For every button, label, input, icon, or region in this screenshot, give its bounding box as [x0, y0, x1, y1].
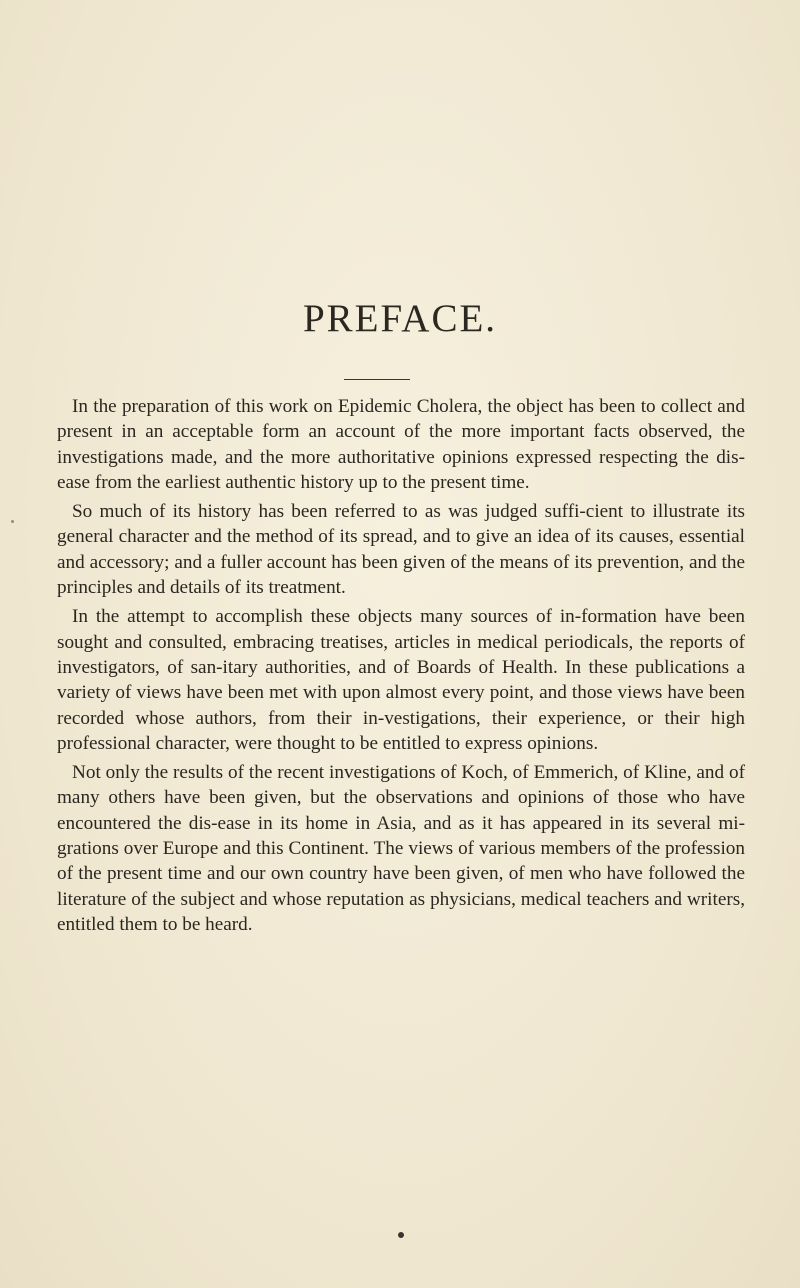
preface-body — [57, 394, 745, 941]
paragraph-3: In the attempt to accomplish these objects many sources of in-formation have been sought and consulted, embracing treatises, articles in medical periodicals, the reports of investigators, of san-itary authorities, and of Boards of Health. In these publications a variety of views have been met with upon almost every point, and those views have been recorded whose authors, from their in-vestigations, their experience, or their high professional character, were thought to be entitled to express opinions. — [57, 606, 745, 754]
paragraph-4: Not only the results of the recent investigations of Koch, of Emmerich, of Kline, and of many others have been given, but the observations and opinions of those who have encountered the dis-ease in its home in Asia, and as it has appeared in its several mi-grations over Europe and this Continent. The views of various members of the profession of the present time and our own country have been given, of men who have followed the literature of the subject and whose reputation as physicians, medical teachers and writers, entitled them to be heard. — [57, 762, 745, 935]
page-title: PREFACE. — [302, 297, 498, 340]
ink-speck — [11, 520, 14, 523]
ink-speck — [398, 1232, 404, 1238]
title-rule — [344, 379, 410, 380]
paragraph-1: In the preparation of this work on Epidemic Cholera, the object has been to collect and present in an acceptable form an account of the more important facts observed, the investigations made, and the more authoritative opinions expressed respecting the dis-ease from the earliest authentic history up to the present time. — [57, 396, 745, 493]
paragraph-2: So much of its history has been referred to as was judged suffi-cient to illustrate its general character and the method of its spread, and to give an idea of its causes, essential and accessory; and a fuller account has been given of the means of its prevention, and the principles and details of its treatment. — [57, 501, 745, 599]
